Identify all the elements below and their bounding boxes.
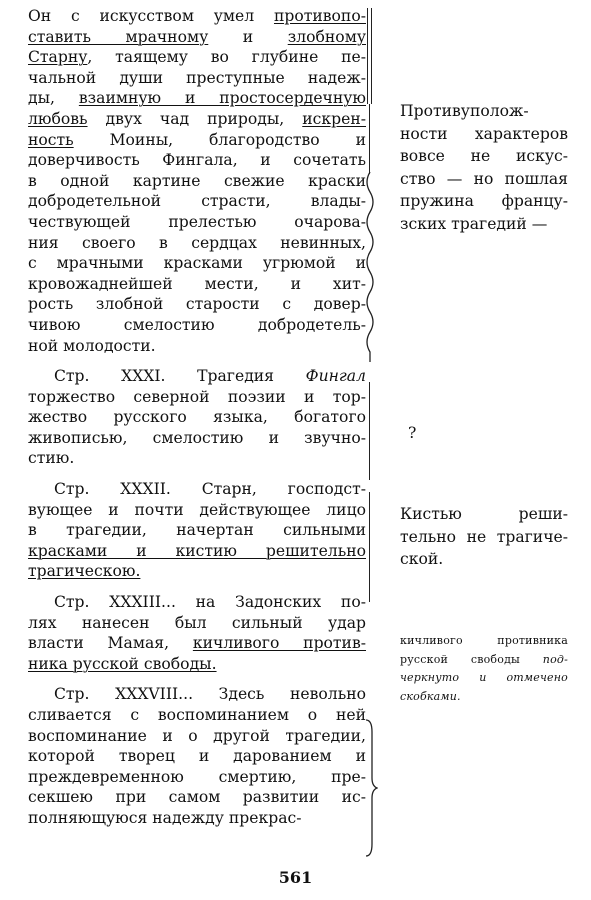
text-line <box>28 294 366 315</box>
text-segment: живописью, смелостию и звучно- <box>28 428 366 447</box>
text-segment: стию. <box>28 449 75 468</box>
text-line <box>28 561 366 582</box>
text-line <box>28 191 366 212</box>
text-segment: которой творец и дарованием и <box>28 747 366 766</box>
text-line <box>28 68 366 89</box>
margin-note-characters <box>400 100 568 236</box>
text-line <box>28 27 366 48</box>
margin-note-line: ство — но пошлая <box>400 169 568 188</box>
text-segment: лях нанесен был сильный удар <box>28 613 366 632</box>
text-segment: чествующей прелестью очарова- <box>28 212 366 231</box>
text-line <box>28 315 366 336</box>
text-segment: добродетельной страсти, влады- <box>28 192 366 211</box>
text-line <box>28 479 366 500</box>
text-line <box>400 688 568 707</box>
text-segment: скобками. <box>400 689 461 703</box>
underlined-text: злобному <box>287 27 366 46</box>
text-line <box>28 448 366 469</box>
text-segment: рость злобной старости с довер- <box>28 295 366 314</box>
margin-note-line: ности характеров <box>400 124 568 143</box>
paragraph-page-xxxviii <box>28 684 366 828</box>
text-line <box>28 787 366 808</box>
margin-double-line-left <box>367 8 368 104</box>
text-segment: черкнуто и отмечено <box>400 671 568 685</box>
text-segment: под- <box>542 652 568 666</box>
underlined-text: ставить мрачному <box>28 27 209 46</box>
text-segment: воспоминание и о другой трагедии, <box>28 726 366 745</box>
paragraph-page-xxxiii <box>28 592 366 674</box>
text-segment: доверчивость Фингала, и сочетать <box>28 151 366 170</box>
text-line <box>28 253 366 274</box>
margin-line-intro <box>369 104 370 174</box>
page-number: 561 <box>278 868 313 887</box>
text-segment: Фингал <box>305 367 366 386</box>
text-line <box>400 651 568 670</box>
text-segment: ды, <box>28 89 79 108</box>
text-segment: вующее и почти действующее лицо <box>28 500 366 519</box>
text-segment: Стр. XXXI. Трагедия <box>54 367 306 386</box>
margin-note-underlined <box>400 632 568 706</box>
text-line <box>28 705 366 726</box>
text-line <box>28 109 366 130</box>
text-line <box>28 428 366 449</box>
text-line <box>28 47 366 68</box>
text-segment: ния своего в сердцах невинных, <box>28 233 366 252</box>
margin-note-line: тельно не трагиче- <box>400 527 568 546</box>
text-segment: русской свободы <box>400 652 543 666</box>
text-line <box>28 541 366 562</box>
underlined-text: ность <box>28 130 74 149</box>
text-segment: сливается с воспоминанием о ней <box>28 706 366 724</box>
margin-note-question: ? <box>408 424 417 442</box>
text-segment: торжество северной поэзии и тор- <box>28 387 366 406</box>
underlined-text: Старну <box>28 48 88 67</box>
text-line <box>28 171 366 192</box>
main-text-column <box>28 6 366 829</box>
text-line <box>28 407 366 428</box>
text-line <box>28 592 366 613</box>
text-line <box>28 336 366 357</box>
text-segment: Он с искусством умел <box>28 7 274 25</box>
margin-note-line: зских трагедий — <box>400 214 548 233</box>
text-segment: кровожаднейшей мести, и хит- <box>28 274 366 293</box>
text-segment: и <box>208 27 288 46</box>
text-line <box>28 366 366 387</box>
paragraph-page-xxxii <box>28 479 366 582</box>
text-line <box>28 654 366 675</box>
margin-note-line: Противуполож- <box>400 102 529 120</box>
text-line <box>28 684 366 705</box>
text-line <box>28 633 366 654</box>
text-segment: ной молодости. <box>28 336 156 355</box>
text-line <box>28 150 366 171</box>
underlined-text: любовь <box>28 109 88 128</box>
text-line <box>28 613 366 634</box>
margin-wavy-mark <box>362 172 378 362</box>
text-line <box>28 212 366 233</box>
text-segment: двух чад природы, <box>87 109 303 128</box>
margin-note-brush <box>400 503 568 571</box>
text-line <box>28 88 366 109</box>
underlined-text: ника русской свободы. <box>28 654 217 673</box>
text-line <box>400 669 568 688</box>
text-line <box>28 387 366 408</box>
margin-brace-xxxviii <box>364 718 378 858</box>
underlined-text: кичливого против- <box>192 634 366 653</box>
text-segment: Стр. XXXII. Старн, господст- <box>54 480 366 499</box>
margin-note-line: ской. <box>400 550 444 569</box>
margin-note-line: Кистью реши- <box>400 505 568 523</box>
text-segment: в трагедии, начертан сильными <box>28 521 366 540</box>
text-segment: чальной души преступные надеж- <box>28 68 366 87</box>
margin-line-xxxii <box>369 492 370 602</box>
text-segment: Моины, благородство и <box>73 130 366 149</box>
text-segment: преждевременною смертию, пре- <box>28 767 366 786</box>
text-segment: в одной картине свежие краски <box>28 171 366 190</box>
text-line <box>28 233 366 254</box>
underlined-text: противопо- <box>273 7 366 25</box>
underlined-text: трагическою. <box>28 562 141 581</box>
text-line <box>28 274 366 295</box>
text-line <box>28 130 366 151</box>
text-line <box>28 767 366 788</box>
text-line <box>28 808 366 829</box>
text-segment: полняющуюся надежду прекрас- <box>28 808 302 827</box>
text-segment: власти Мамая, <box>28 634 193 653</box>
text-line <box>28 520 366 541</box>
underlined-text: искрен- <box>302 109 366 128</box>
paragraph-page-xxxi <box>28 366 366 469</box>
text-line <box>28 746 366 767</box>
underlined-text: взаимную и простосердечную <box>78 89 366 108</box>
text-line <box>28 726 366 747</box>
text-segment: Стр. XXXVIII... Здесь невольно <box>54 685 366 704</box>
margin-double-line-right <box>371 8 372 104</box>
text-segment: чивою смелостию добродетель- <box>28 315 366 334</box>
text-segment: с мрачными красками угрюмой и <box>28 254 366 273</box>
text-segment: жество русского языка, богатого <box>28 408 366 427</box>
margin-line-xxxi <box>369 382 370 480</box>
text-segment: кичливого противника <box>400 634 568 647</box>
text-line <box>400 632 568 651</box>
text-line <box>28 6 366 27</box>
text-segment: секшею при самом развитии ис- <box>28 788 366 807</box>
text-segment: Стр. XXXIII... на Задонских по- <box>54 593 366 612</box>
text-segment: , таящему во глубине пе- <box>87 48 366 67</box>
margin-note-line: вовсе не искус- <box>400 147 568 166</box>
margin-note-line: пружина францу- <box>400 192 568 211</box>
underlined-text: красками и кистию решительно <box>28 541 366 560</box>
paragraph-intro <box>28 6 366 356</box>
text-line <box>28 500 366 521</box>
